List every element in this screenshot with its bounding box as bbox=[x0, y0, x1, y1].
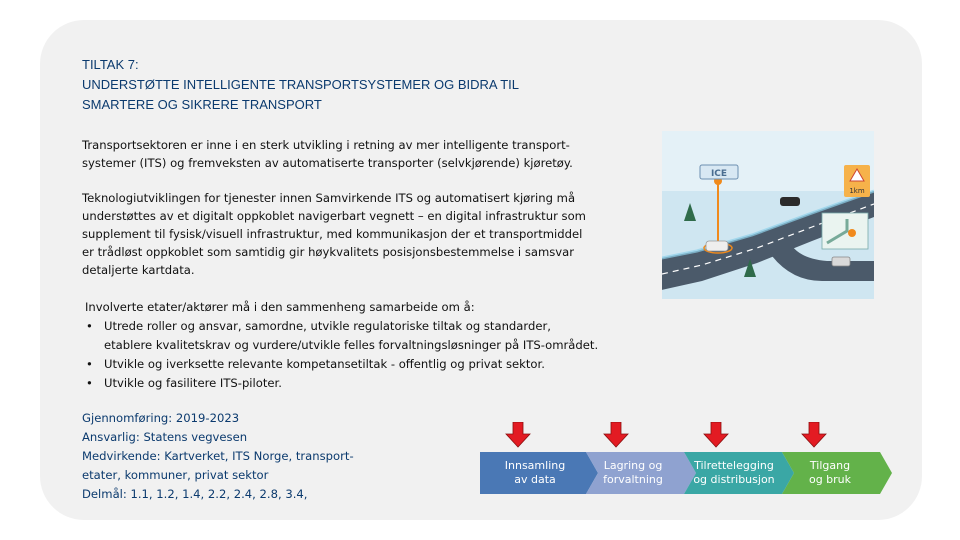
step-2-line-1: Lagring og bbox=[603, 459, 663, 472]
bullet-1-line-1: Utrede roller og ansvar, samordne, utvikle regulatoriske tiltak og standarder, bbox=[104, 319, 551, 333]
step-1-line-2: av data bbox=[514, 473, 556, 486]
title-line-3: SMARTERE OG SIKRERE TRANSPORT bbox=[82, 97, 322, 112]
process-arrows bbox=[505, 422, 865, 448]
process-step-storage bbox=[592, 452, 674, 494]
bullet-icon: • bbox=[86, 319, 93, 333]
step-3-line-1: Tilrettelegging bbox=[694, 459, 774, 472]
process-step-label bbox=[595, 459, 671, 487]
list-item bbox=[82, 317, 598, 355]
car-icon bbox=[706, 241, 728, 251]
down-arrow-icon bbox=[505, 422, 531, 448]
list-item bbox=[82, 355, 598, 374]
step-4-line-2: og bruk bbox=[808, 473, 852, 486]
down-arrow-icon bbox=[703, 422, 729, 448]
process-step-access bbox=[788, 452, 872, 494]
technology-line-2: understøttes av et digitalt oppkoblet navigerbart vegnett – en digital infrastruktur som bbox=[82, 209, 586, 223]
technology-line-5: detaljerte kartdata. bbox=[82, 263, 195, 277]
arrow-shape bbox=[604, 422, 628, 447]
arrow-shape bbox=[506, 422, 530, 447]
page-title bbox=[82, 55, 642, 115]
title-line-2: UNDERSTØTTE INTELLIGENTE TRANSPORTSYSTEMER OG BIDRA TIL bbox=[82, 77, 520, 92]
bullet-icon: • bbox=[86, 357, 93, 371]
step-1-line-1: Innsamling bbox=[504, 459, 566, 472]
process-step-collection bbox=[494, 452, 576, 494]
bullet-list bbox=[82, 317, 598, 393]
contributors-line-1: Medvirkende: Kartverket, ITS Norge, transport- bbox=[82, 449, 354, 463]
intro-line-2: systemer (ITS) og fremveksten av automatiserte transporter (selvkjørende) kjøretøy. bbox=[82, 156, 573, 170]
distance-label: 1km bbox=[849, 187, 865, 195]
collaboration-line: Involverte etater/aktører må i den sammenheng samarbeide om å: bbox=[85, 300, 475, 314]
subgoals: Delmål: 1.1, 1.2, 1.4, 2.2, 2.4, 2.8, 3.4, bbox=[82, 487, 308, 501]
technology-line-4: er trådløst oppkoblet som samtidig gir høykvalitets posisjonsbestemmelse i samsvar bbox=[82, 245, 575, 259]
bullet-3-line-1: Utvikle og fasilitere ITS-piloter. bbox=[104, 376, 282, 390]
contributors-line-2: etater, kommuner, privat sektor bbox=[82, 468, 269, 482]
technology-line-1: Teknologiutviklingen for tjenester innen Samvirkende ITS og automatisert kjøring må bbox=[82, 191, 576, 205]
arrow-shape bbox=[802, 422, 826, 447]
intro-paragraph bbox=[82, 136, 672, 172]
list-item bbox=[82, 374, 598, 393]
process-step-label bbox=[792, 459, 868, 487]
technology-line-3: supplement til fysisk/visuell infrastruktur, med kommunikasjon der et transportmiddel bbox=[82, 227, 583, 241]
truck-icon bbox=[832, 257, 850, 266]
intro-line-1: Transportsektoren er inne i en sterk utvikling i retning av mer intelligente transport- bbox=[82, 138, 570, 152]
bullet-1-line-2: etablere kvalitetskrav og vurdere/utvikle felles forvaltningsløsninger på ITS-området. bbox=[104, 338, 599, 352]
implementation-period: Gjennomføring: 2019-2023 bbox=[82, 411, 240, 425]
down-arrow-icon bbox=[801, 422, 827, 448]
collaboration-intro bbox=[82, 298, 672, 316]
step-3-line-2: og distribusjon bbox=[693, 473, 775, 486]
title-line-1: TILTAK 7: bbox=[82, 57, 139, 72]
ice-sign-label: ICE bbox=[710, 169, 728, 179]
map-marker-icon bbox=[848, 229, 856, 237]
connected-road-illustration bbox=[662, 131, 874, 299]
responsible-party: Ansvarlig: Statens vegvesen bbox=[82, 430, 248, 444]
arrow-shape bbox=[704, 422, 728, 447]
step-4-line-1: Tilgang bbox=[809, 459, 851, 472]
bullet-icon: • bbox=[86, 376, 93, 390]
technology-paragraph bbox=[82, 189, 672, 279]
implementation-info bbox=[82, 409, 354, 504]
down-arrow-icon bbox=[603, 422, 629, 448]
bullet-2-line-1: Utvikle og iverksette relevante kompetansetiltak - offentlig og privat sektor. bbox=[104, 357, 545, 371]
process-flow bbox=[480, 452, 892, 494]
process-step-label bbox=[686, 459, 782, 487]
sky-area bbox=[662, 131, 874, 191]
step-2-line-2: forvaltning bbox=[603, 473, 663, 486]
process-step-distribution bbox=[686, 452, 782, 494]
process-step-label bbox=[497, 459, 573, 487]
car-icon bbox=[780, 197, 800, 206]
